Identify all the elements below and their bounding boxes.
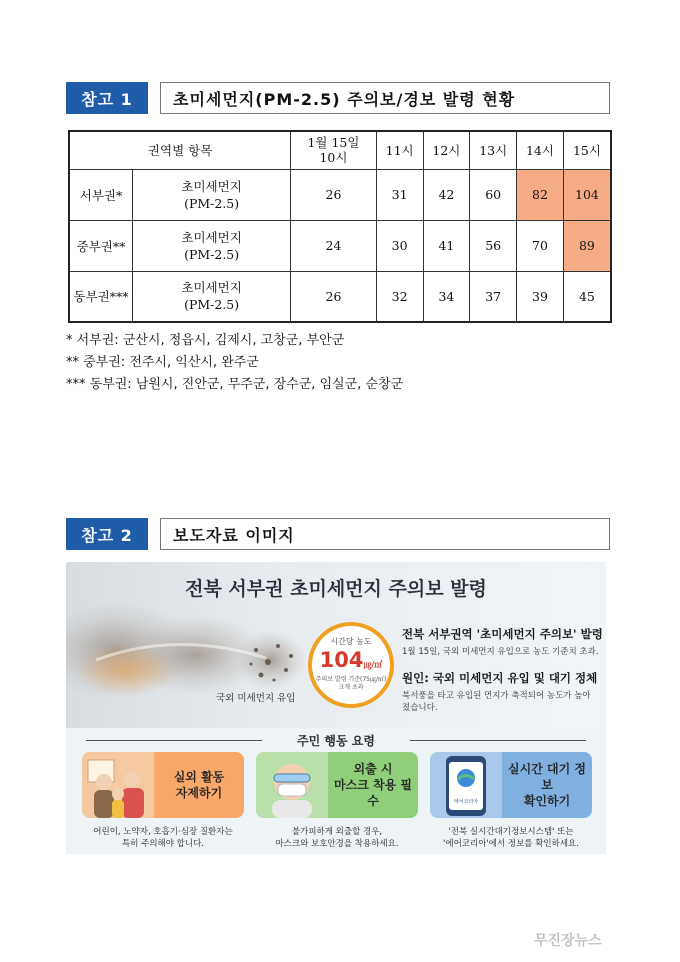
region-cell: 중부권** [69,220,133,271]
item-cell: 초미세먼지 (PM-2.5) [133,220,291,271]
section2-header [66,518,610,550]
gauge-sub2: 크게 초과 [338,684,364,691]
value-cell: 45 [563,271,611,322]
time-header: 11시 [376,131,423,169]
time-header: 14시 [517,131,564,169]
section1-title: 초미세먼지(PM-2.5) 주의보/경보 발령 현황 [160,82,610,114]
info-block-cause [402,670,598,714]
info1-body: 1월 15일, 국외 미세먼지 유입으로 농도 기준치 초과. [402,647,599,657]
card-label: 실외 활동 자제하기 [173,770,225,800]
value-cell: 32 [376,271,423,322]
value-cell: 31 [376,169,423,220]
phone-app-icon [430,752,502,818]
region-cell: 서부권* [69,169,133,220]
section1-tag: 참고 1 [66,82,148,114]
app-name-label: 에어코리아 [453,799,479,805]
footnote: ** 중부권: 전주시, 익산시, 완주군 [66,355,259,370]
corner-header: 권역별 항목 [69,131,291,169]
time-header: 15시 [563,131,611,169]
value-cell: 56 [470,220,517,271]
info2-body: 북서풍을 타고 유입된 먼지가 축적되어 농도가 높아졌습니다. [402,691,591,713]
value-cell: 26 [291,169,377,220]
table-row [69,169,611,220]
time-header: 12시 [423,131,470,169]
region-cell: 동부권*** [69,271,133,322]
footnote: *** 동부권: 남원시, 진안군, 무주군, 장수군, 임실군, 순창군 [66,377,404,392]
gauge-value [312,649,390,676]
footnote: * 서부권: 군산시, 정읍시, 김제시, 고창군, 부안군 [66,333,345,348]
value-cell: 42 [423,169,470,220]
region-footnotes [66,330,403,396]
value-cell: 30 [376,220,423,271]
value-cell-highlight: 89 [563,220,611,271]
section2-title: 보도자료 이미지 [160,518,610,550]
time-header: 1월 15일 10시 [291,131,377,169]
action-card-mask [256,752,418,818]
value-cell: 70 [517,220,564,271]
action-card-info [430,752,592,818]
concentration-gauge [308,622,394,708]
table-row [69,271,611,322]
value-cell: 41 [423,220,470,271]
press-release-image [66,562,606,854]
table-row [69,220,611,271]
item-cell: 초미세먼지 (PM-2.5) [133,271,291,322]
card-label: 실시간 대기 정보 확인하기 [508,762,586,808]
card-caption: '전북 실시간대기정보시스템' 또는 '에어코리아'에서 정보를 확인하세요. [443,827,579,849]
value-cell: 26 [291,271,377,322]
card-label: 외출 시 마스크 착용 필수 [334,762,412,808]
gauge-number: 104 [319,648,364,672]
value-cell-highlight: 104 [563,169,611,220]
value-cell: 34 [423,271,470,322]
time-header: 13시 [470,131,517,169]
section1-header [66,82,610,114]
smog-label: 국외 미세먼지 유입 [216,693,296,704]
gauge-label: 시간당 농도 [330,637,372,646]
value-cell: 37 [470,271,517,322]
table-header-row [69,131,611,169]
pm-status-table [68,130,612,323]
info2-title: 원인: 국외 미세먼지 유입 및 대기 정체 [402,671,598,685]
value-cell: 24 [291,220,377,271]
press-headline: 전북 서부권 초미세먼지 주의보 발령 [185,578,487,600]
info-block-alert [402,626,603,658]
section2-tag: 참고 2 [66,518,148,550]
mask-person-icon [256,752,328,818]
card-caption: 어린이, 노약자, 호흡기·심장 질환자는 특히 주의해야 합니다. [93,827,233,849]
gauge-unit: ㎍/㎥ [363,660,383,669]
value-cell: 39 [517,271,564,322]
card-caption: 불가피하게 외출할 경우, 마스크와 보호안경을 착용하세요. [275,827,399,849]
action-card-outdoor [82,752,244,818]
item-cell: 초미세먼지 (PM-2.5) [133,169,291,220]
action-header: 주민 행동 요령 [297,734,375,748]
value-cell-highlight: 82 [517,169,564,220]
family-illustration-icon [82,752,154,818]
gauge-sub1: 주의보 발령 기준(75㎍/㎥) [315,676,387,683]
value-cell: 60 [470,169,517,220]
info1-title: 전북 서부권역 '초미세먼지 주의보' 발령 [402,627,603,641]
watermark: 무진장뉴스 [534,933,602,949]
